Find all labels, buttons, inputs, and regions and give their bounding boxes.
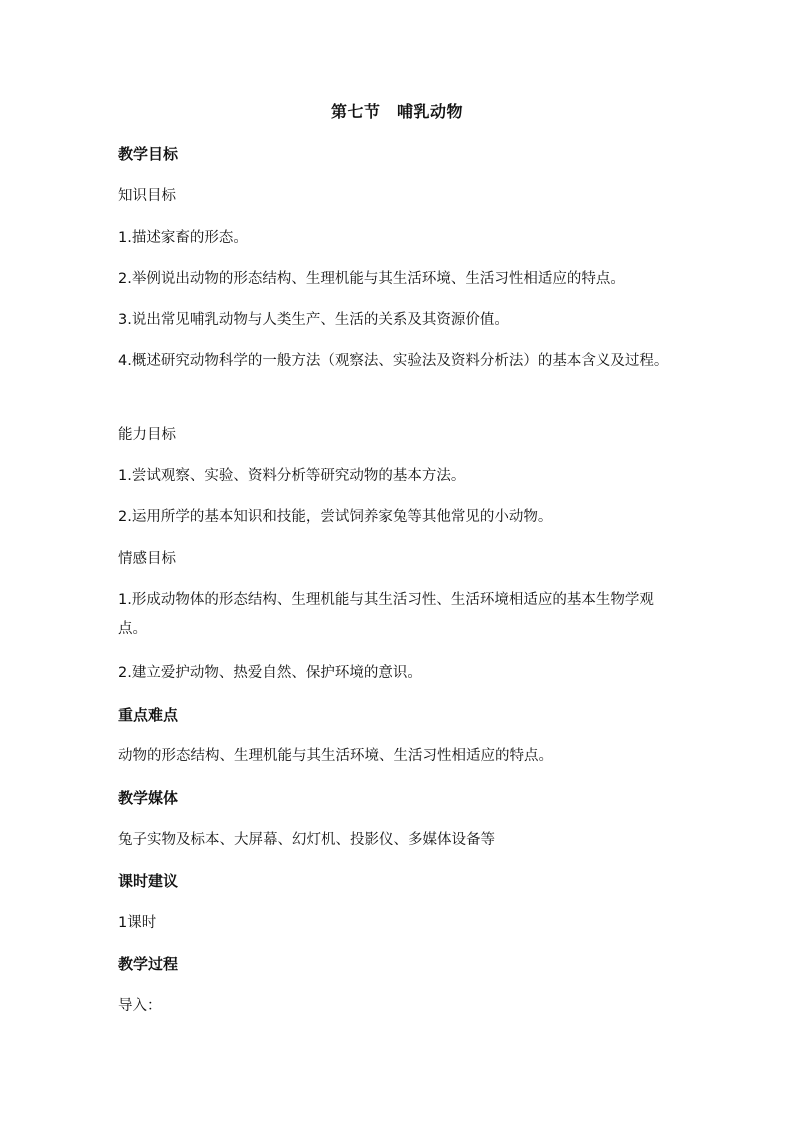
knowledge-item-3: 3.说出常见哺乳动物与人类生产、生活的关系及其资源价值。 (118, 312, 509, 328)
heading-teaching-goals: 教学目标 (118, 145, 179, 163)
knowledge-item-4: 4.概述研究动物科学的一般方法（观察法、实验法及资料分析法）的基本含义及过程。 (118, 353, 669, 369)
heading-teaching-media: 教学媒体 (118, 789, 179, 807)
heading-class-hours: 课时建议 (118, 872, 179, 890)
heading-teaching-process: 教学过程 (118, 955, 179, 973)
emotion-item-2: 2.建立爱护动物、热爱自然、保护环境的意识。 (118, 665, 422, 681)
class-hours-text: 1课时 (118, 915, 157, 931)
knowledge-item-1: 1.描述家畜的形态。 (118, 230, 248, 246)
teaching-media-text: 兔子实物及标本、大屏幕、幻灯机、投影仪、多媒体设备等 (118, 832, 495, 848)
emotion-item-1: 1.形成动物体的形态结构、生理机能与其生活习性、生活环境相适应的基本生物学观点。 (118, 592, 654, 637)
subheading-emotion-goals: 情感目标 (118, 551, 176, 567)
key-points-text: 动物的形态结构、生理机能与其生活环境、生活习性相适应的特点。 (118, 748, 553, 764)
page-title: 第七节 哺乳动物 (330, 102, 463, 121)
heading-key-points: 重点难点 (118, 706, 179, 724)
subheading-knowledge-goals: 知识目标 (118, 188, 176, 204)
knowledge-item-2: 2.举例说出动物的形态结构、生理机能与其生活环境、生活习性相适应的特点。 (118, 271, 625, 287)
subheading-ability-goals: 能力目标 (118, 427, 176, 443)
ability-item-2: 2.运用所学的基本知识和技能，尝试饲养家兔等其他常见的小动物。 (118, 509, 553, 525)
ability-item-1: 1.尝试观察、实验、资料分析等研究动物的基本方法。 (118, 468, 466, 484)
intro-text: 导入： (118, 998, 162, 1014)
